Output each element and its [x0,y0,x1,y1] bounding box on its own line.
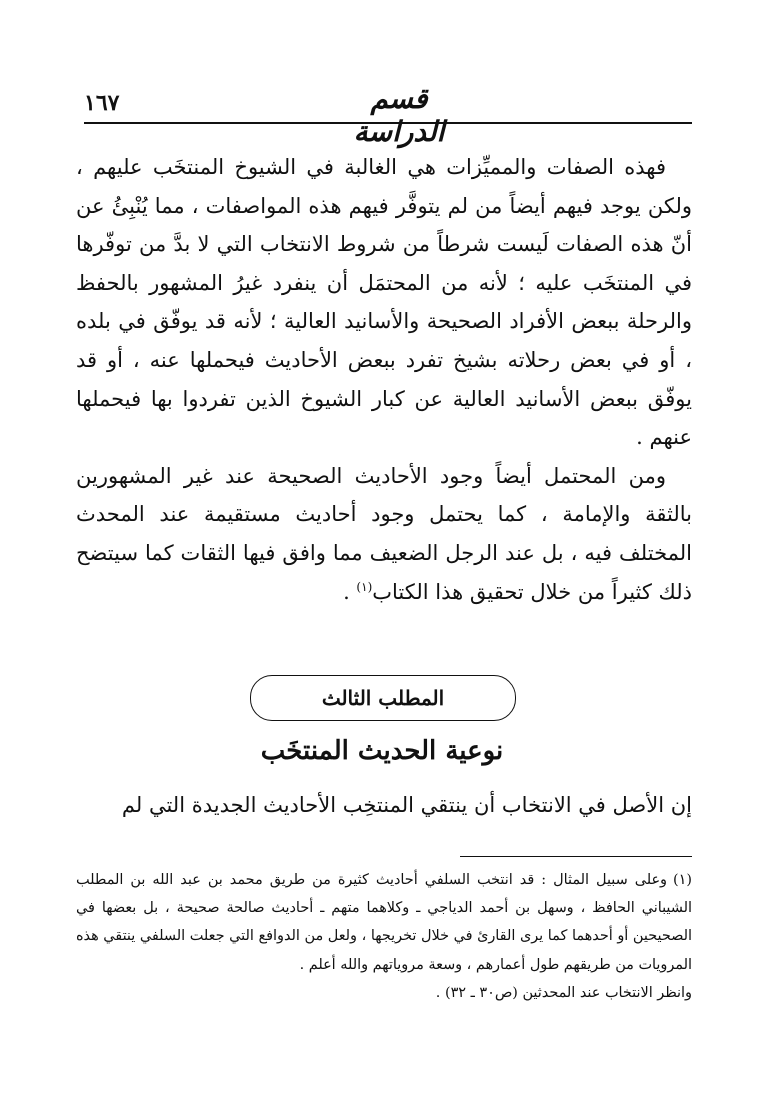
paragraph-2-text: ومن المحتمل أيضاً وجود الأحاديث الصحيحة عند غير المشهورين بالثقة والإمامة ، كما يحتمل وجود أحاديث مستقيمة عند المحدث المختلف فيه ، بل عند الرجل الضعيف مما وافق فيها الثقات كما سيتضح ذلك كثيراً من خلال تحقيق هذا الكتاب [76,463,692,604]
paragraph-2-end: . [343,579,357,604]
paragraph-1: فهذه الصفات والمميِّزات هي الغالبة في الشيوخ المنتخَب عليهم ، ولكن يوجد فيهم أيضاً من لم يتوفَّر فيهم هذه المواصفات ، مما يُنْبِئُ عن أنّ هذه الصفات لَيست شرطاً من شروط الانتخاب التي لا بدَّ من توفّرها في المنتخَب عليه ؛ لأنه من المحتمَل أن ينفرد غيرُ المشهور بالحفظ والرحلة ببعض الأفراد الصحيحة والأسانيد العالية ؛ لأنه قد يوفّق في بلده ، أو في بعض رحلاته بشيخ تفرد ببعض الأحاديث فيحملها عنه ، أو قد يوفّق ببعض الأسانيد العالية عن كبار الشيوخ الذين تفردوا بها فيحملها عنهم . [76,155,692,450]
page-number: ١٦٧ [84,90,120,116]
footnotes [76,866,692,1007]
section-label-box [250,675,516,721]
footnote-1-number: (١) [673,872,692,888]
page-header [84,82,692,148]
footnote-ref-1[interactable]: (١) [356,579,373,594]
footnote-1-reference: وانظر الانتخاب عند المحدثين (ص٣٠ ـ ٣٢) . [435,984,692,1001]
footnote-divider [460,856,692,857]
paragraph-2 [76,457,692,611]
section-paragraph: إن الأصل في الانتخاب أن ينتقي المنتخِب الأحاديث الجديدة التي لم [121,793,692,817]
body-text [76,148,692,611]
section-title: نوعية الحديث المنتخَب [260,736,504,766]
footnote-1-text: وعلى سبيل المثال : قد انتخب السلفي أحاديث كثيرة من طريق محمد بن عبد الله بن المطلب الشيباني الحافظ ، وسهل بن أحمد الدياجي ـ وكلاهما متهم ـ أحاديث صالحة صحيحة ، بل بعضها في الصحيحين أو أحدهما كما يرى القارئ في خلال تخريجها ، ولعل من الدوافع التي جعلت السلفي ينتقي هذه المرويات من طريقهم طول أعمارهم ، وسعة مروياتهم والله أعلم . [76,872,692,973]
section-label: المطلب الثالث [321,686,445,710]
running-title: قسم الدراسة [353,82,445,148]
header-rule [84,122,692,124]
footnote-1 [76,866,692,979]
